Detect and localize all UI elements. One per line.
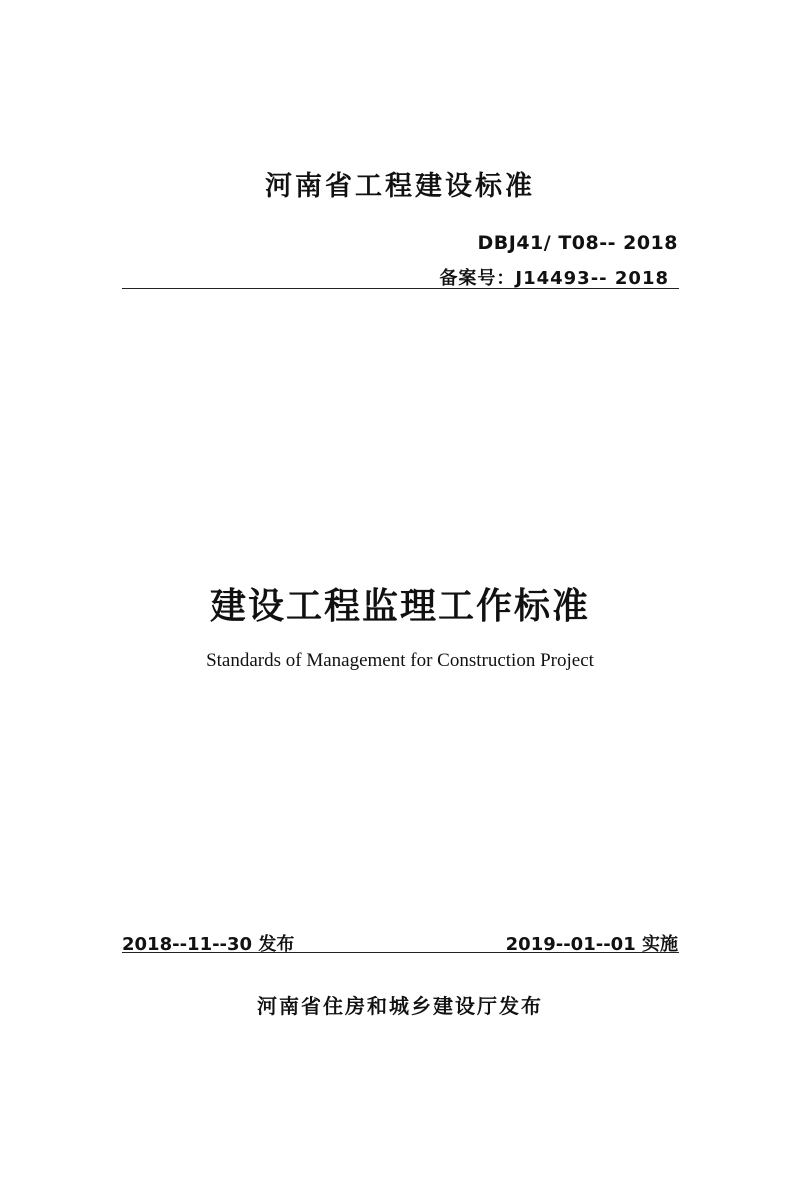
- english-title: Standards of Management for Construction Project: [206, 650, 594, 671]
- bottom-divider: [122, 952, 679, 953]
- standard-code: DBJ41/ T08-- 2018: [477, 232, 678, 254]
- top-divider: [122, 288, 679, 289]
- issue-date: 2018--11--30 发布: [122, 934, 295, 955]
- main-title: 建设工程监理工作标准: [209, 586, 590, 627]
- publisher: 河南省住房和城乡建设厅发布: [257, 994, 543, 1018]
- header-title: 河南省工程建设标准: [265, 171, 535, 202]
- implementation-date: 2019--01--01 实施: [505, 934, 678, 955]
- record-number: 备案号：J14493-- 2018: [439, 268, 669, 289]
